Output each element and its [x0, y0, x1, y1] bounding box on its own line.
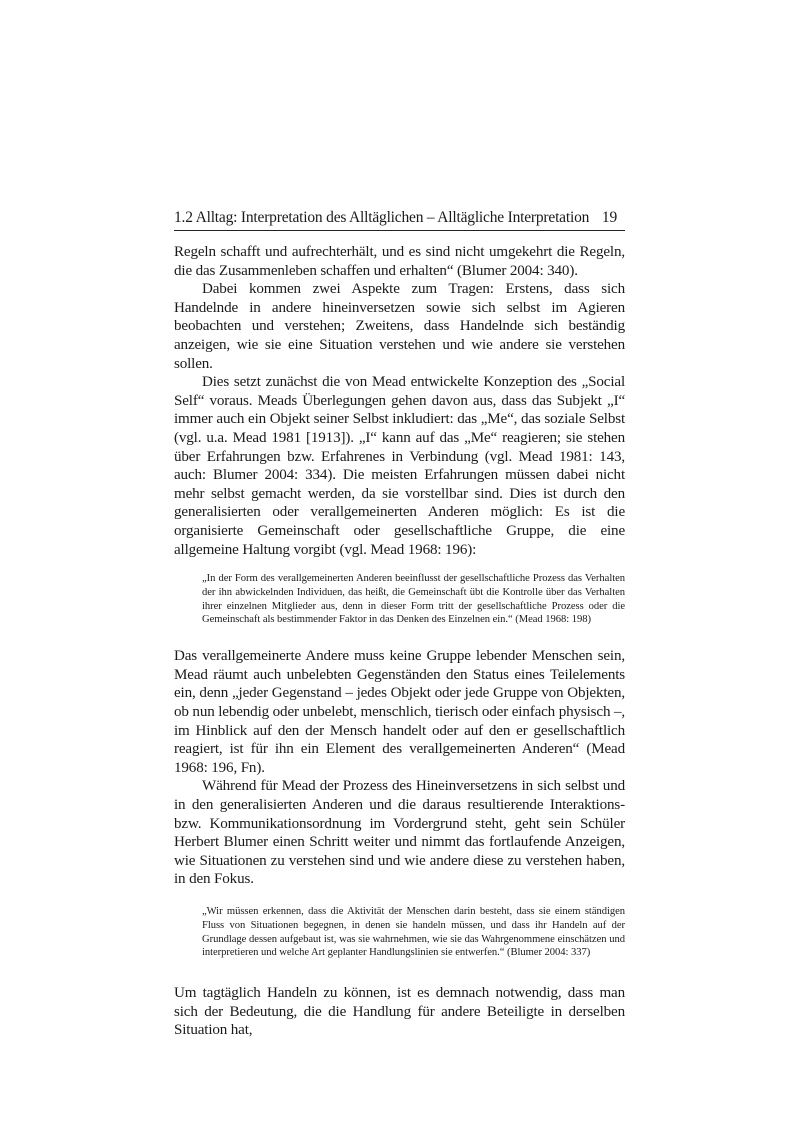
paragraph-continuation: Regeln schafft und aufrechterhält, und es sind nicht umgekehrt die Regeln, die das Zusammenleben schaffen und erhalten“ (Blumer 2004: 340). — [174, 244, 625, 279]
page-number: 19 — [601, 209, 617, 226]
paragraph-daily-action: Um tagtäglich Handeln zu können, ist es demnach notwendig, dass man sich der Bedeutung, die die Handlung für andere Beteiligte in derselben Situation hat, — [174, 985, 625, 1039]
running-title: 1.2 Alltag: Interpretation des Alltäglichen – Alltägliche Interpretation — [174, 209, 590, 226]
book-page — [174, 208, 625, 1040]
paragraph-social-self: Dies setzt zunächst die von Mead entwickelte Konzeption des „Social Self“ voraus. Meads Überlegungen gehen davon aus, dass das Subjekt „I“ immer auch ein Objekt seiner Selbst inkludiert: das „Me“, das soziale Selbst (vgl. u.a. Mead 1981 [1913]). „I“ kann auf das „Me“ reagieren; sie stehen über Erfahrungen bzw. Erfahrenes in Verbindung (vgl. Mead 1981: 143, auch: Blumer 2004: 334). Die meisten Erfahrungen müssen dabei nicht mehr selbst gemacht werden, da sie vorstellbar sind. Dies ist durch den generalisierten oder verallgemeinerten Anderen möglich: Es ist die organisierte Gemeinschaft oder gesellschaftliche Gruppe, die eine allgemeine Haltung vorgibt (vgl. Mead 1968: 196): — [174, 374, 625, 558]
running-head — [174, 208, 625, 231]
block-quote-mead: „In der Form des verallgemeinerten Anderen beeinflusst der gesellschaftliche Prozess das Verhalten der ihn abwickelnden Individuen, das heißt, die Gemeinschaft übt die Kontrolle über das Verhalten ihrer einzelnen Mitglieder aus, denn in dieser Form tritt der gesellschaftliche Prozess oder die Gemeinschaft als bestimmender Faktor in das Denken des Einzelnen ein.“ (Mead 1968: 198) — [202, 573, 625, 626]
block-quote-blumer: „Wir müssen erkennen, dass die Aktivität der Menschen darin besteht, dass sie einem ständigen Fluss von Situationen begegnen, in denen sie handeln müssen, und dass ihr Handeln auf der Grundlage dessen aufgebaut ist, was sie wahrnehmen, wie sie das Wahrgenommene einschätzen und interpretieren und welche Art geplanter Handlungslinien sie entwerfen.“ (Blumer 2004: 337) — [202, 906, 625, 959]
paragraph-generalized-other: Das verallgemeinerte Andere muss keine Gruppe lebender Menschen sein, Mead räumt auch unbelebten Gegenständen den Status eines Teilelements ein, denn „jeder Gegenstand – jedes Objekt oder jede Gruppe von Objekten, ob nun lebendig oder unbelebt, menschlich, tierisch oder einfach physisch –, im Hinblick auf den der Mensch handelt oder auf den er gesellschaftlich reagiert, ist für ihn ein Element des verallgemeinerten Anderen“ (Mead 1968: 196, Fn). — [174, 648, 625, 776]
paragraph-two-aspects: Dabei kommen zwei Aspekte zum Tragen: Erstens, dass sich Handelnde in andere hineinversetzen sowie sich selbst im Agieren beobachten und verstehen; Zweitens, dass Handelnde sich beständig anzeigen, wie sie eine Situation verstehen und wie andere sie verstehen sollen. — [174, 281, 625, 372]
paragraph-blumer: Während für Mead der Prozess des Hineinversetzens in sich selbst und in den generalisierten Anderen und die daraus resultierende Interaktions- bzw. Kommunikationsordnung im Vordergrund steht, geht sein Schüler Herbert Blumer einen Schritt weiter und nimmt das fortlaufende Anzeigen, wie Situationen zu verstehen sind und wie andere diese zu verstehen haben, in den Fokus. — [174, 778, 625, 888]
body-text — [174, 243, 625, 1040]
